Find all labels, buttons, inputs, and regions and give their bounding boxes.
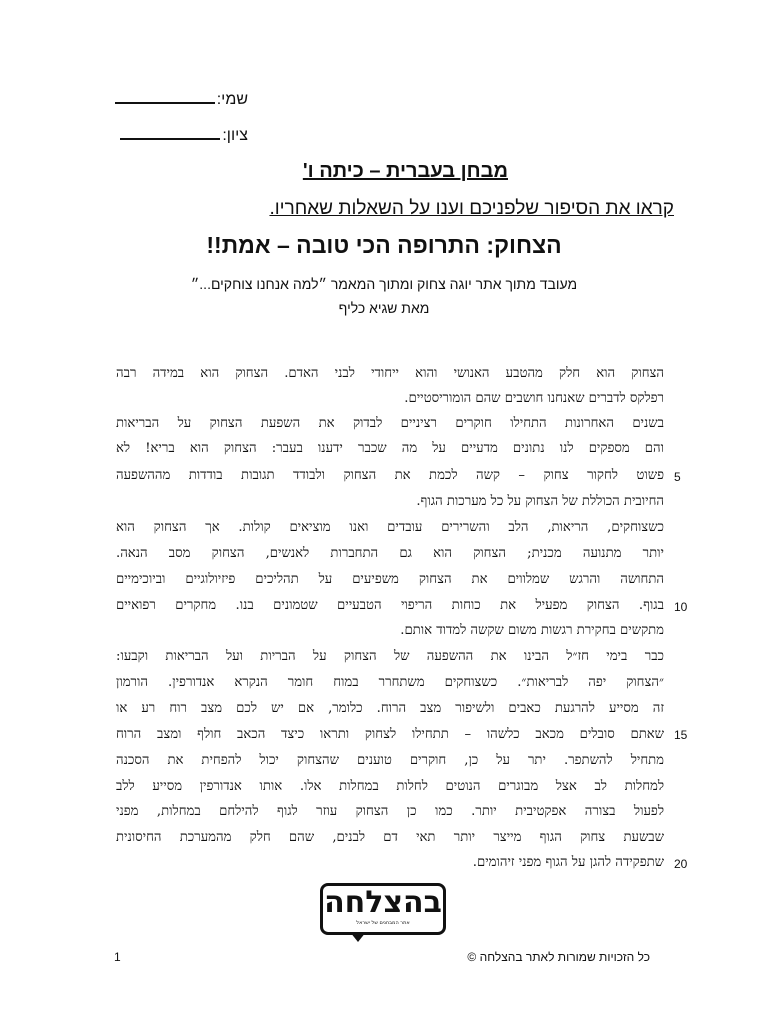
line-number: 15 — [674, 728, 688, 742]
grade-blank-line[interactable] — [120, 124, 220, 140]
text-line: החיובית הכוללת של הצחוק על כל מערכות הגוף. — [416, 494, 664, 509]
article-author: מאת שגיא כליף — [338, 300, 430, 316]
grade-label: ציון: — [222, 127, 248, 144]
text-line: שתפקידה להגן על הגוף מפני זיהומים. — [472, 855, 664, 870]
copyright-notice: כל הזכויות שמורות לאתר בהצלחה © — [467, 950, 650, 964]
logo-tagline: אתר המבחנים של ישראל — [356, 920, 410, 926]
text-line: למחלות לב אצל מבוגרים הנוטים לחלות במחלות אלו. אותו אנדורפין מסייע ללב — [116, 779, 664, 794]
text-line: והם מספקים לנו נתונים מדעיים על מה שכבר ידענו בעבר: הצחוק הוא בריא! לא — [116, 441, 664, 456]
name-blank-line[interactable] — [115, 88, 215, 104]
text-line: בגוף. הצחוק מפעיל את כוחות הריפוי הטבעיים שטמונים בנו. מחקרים רפואיים — [116, 598, 664, 613]
text-line: יותר מתנועה מכנית; הצחוק הוא גם התחברות לאנשים, הצחוק מסב הנאה. — [116, 546, 664, 561]
line-number: 5 — [674, 470, 681, 484]
text-line: מתקשים בחקירת רגשות משום שקשה למדוד אותם. — [400, 623, 664, 638]
logo-speech-tail-icon — [350, 932, 366, 942]
grade-field — [120, 124, 248, 145]
article-source: מעובד מתוך אתר יוגה צחוק ומתוך המאמר ״למה אנחנו צוחקים...״ — [190, 276, 578, 292]
text-line: שבשעת צחוק הגוף מייצר יותר תאי דם לבנים, שהם חלק מהמערכת החיסונית — [116, 830, 664, 845]
instructions: קראו את הסיפור שלפניכם וענו על השאלות שאחריו. — [269, 198, 674, 219]
exam-title: מבחן בעברית – כיתה ו' — [302, 160, 508, 182]
text-line: כבר בימי חז״ל הבינו את ההשפעה של הצחוק על הבריות ועל הבריאות וקבעו: — [116, 649, 664, 664]
text-line: שאתם סובלים מכאב כלשהו – תתחילו לצחוק ותראו כיצד הכאב חולף ומצב הרוח — [116, 727, 664, 742]
name-label: שמי: — [216, 91, 248, 108]
behatzlacha-logo — [320, 883, 446, 935]
text-line: רפלקס לדברים שאנחנו חושבים שהם הומוריסטיים. — [404, 391, 664, 406]
text-line: לפעול בצורה אפקטיבית יותר. כמו כן הצחוק עוזר לגוף להילחם במחלות, מפני — [116, 804, 664, 819]
name-field — [115, 88, 248, 109]
text-line: זה מסייע להרגעת כאבים ולשיפור מצב הרוח. כלומר, אם יש לכם מצב רוח רע או — [116, 701, 664, 716]
text-line: בשנים האחרונות התחילו חוקרים רציניים לבדוק את השפעת הצחוק על הבריאות — [116, 416, 664, 431]
text-line: התחושה והרגש שמלווים את הצחוק משפיעים על תהליכים פיזיולוגיים וביוכימיים — [116, 572, 664, 587]
line-number: 20 — [674, 857, 688, 871]
article-headline: הצחוק: התרופה הכי טובה – אמת!! — [206, 232, 562, 258]
text-line: כשצוחקים, הריאות, הלב והשרירים עובדים ואנו מוציאים קולות. אך הצחוק הוא — [116, 520, 664, 535]
logo-text: בהצלחה — [324, 885, 442, 920]
text-line: פשוט לחקור צחוק – קשה לכמת את הצחוק ולבודד תגובות בודדות מההשפעה — [116, 468, 664, 483]
line-number: 10 — [674, 600, 688, 614]
text-line: ״הצחוק יפה לבריאות״. כשצוחקים משתחרר במוח חומר הנקרא אנדורפין. הורמון — [116, 675, 664, 690]
page-number: 1 — [114, 950, 121, 964]
text-line: הצחוק הוא חלק מהטבע האנושי והוא ייחודי לבני האדם. הצחוק הוא במידה רבה — [116, 366, 664, 381]
text-line: מתחיל להשתפר. יתר על כן, חוקרים טוענים שהצחוק יכול להפחית את הסכנה — [116, 753, 664, 768]
